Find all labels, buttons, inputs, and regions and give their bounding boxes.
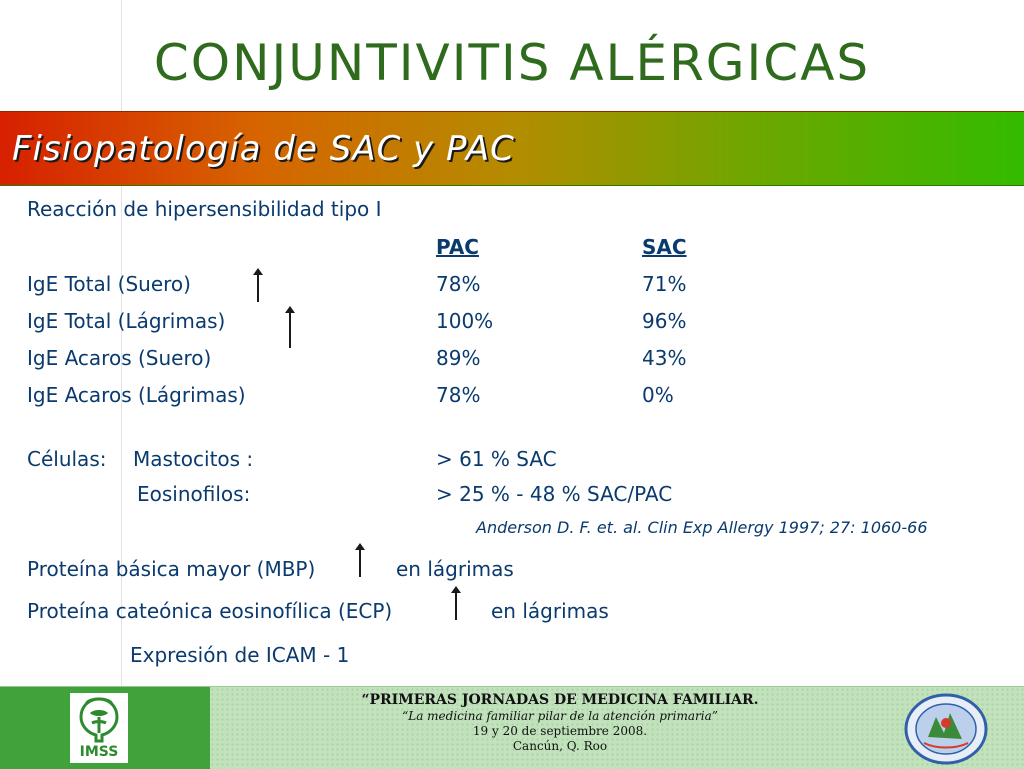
row-sac-value: 0% [642, 383, 674, 407]
imss-logo-icon [70, 693, 128, 763]
intro-text: Reacción de hipersensibilidad tipo I [27, 197, 382, 221]
footer-location: Cancún, Q. Roo [512, 739, 608, 753]
icam-text: Expresión de ICAM - 1 [130, 643, 350, 667]
row-label: IgE Total (Suero) [27, 272, 191, 296]
row-sac-value: 43% [642, 346, 687, 370]
eosinofilos-label: Eosinofilos: [137, 482, 251, 506]
up-arrow-icon [455, 592, 457, 620]
row-label: IgE Acaros (Suero) [27, 346, 212, 370]
up-arrow-icon [289, 312, 291, 348]
up-arrow-icon [359, 549, 361, 577]
row-pac-value: 78% [436, 383, 481, 407]
ecp-suffix: en lágrimas [491, 599, 609, 623]
seal-icon [904, 693, 988, 765]
citation: Anderson D. F. et. al. Clin Exp Allergy 1997; 27: 1060-66 [476, 518, 928, 537]
mastocitos-label: Mastocitos : [133, 447, 254, 471]
logo-label: IMSS [79, 744, 119, 760]
footer-text-block [260, 691, 860, 754]
row-label: IgE Total (Lágrimas) [27, 309, 226, 333]
mastocitos-value: > 61 % SAC [436, 447, 557, 471]
ecp-label: Proteína cateónica eosinofílica (ECP) [27, 599, 393, 623]
up-arrow-icon [257, 274, 259, 302]
banner-title: Fisiopatología de SAC y PAC [12, 129, 515, 169]
row-pac-value: 78% [436, 272, 481, 296]
imss-emblem-icon [70, 693, 128, 745]
footer-date: 19 y 20 de septiembre 2008. [472, 724, 648, 738]
eosinofilos-value: > 25 % - 48 % SAC/PAC [436, 482, 673, 506]
footer [0, 686, 1024, 769]
row-label: IgE Acaros (Lágrimas) [27, 383, 246, 407]
section-banner [0, 111, 1024, 186]
mbp-suffix: en lágrimas [396, 557, 514, 581]
mbp-label: Proteína básica mayor (MBP) [27, 557, 316, 581]
footer-slogan: “La medicina familiar pilar de la atención primaria” [402, 709, 718, 723]
row-pac-value: 89% [436, 346, 481, 370]
row-pac-value: 100% [436, 309, 494, 333]
row-sac-value: 96% [642, 309, 687, 333]
header-pac: PAC [436, 235, 479, 259]
cells-label: Células: [27, 447, 107, 471]
slide-guide-line [121, 0, 122, 686]
footer-event-title: “PRIMERAS JORNADAS DE MEDICINA FAMILIAR. [361, 692, 759, 708]
row-sac-value: 71% [642, 272, 687, 296]
logo-panel [0, 687, 210, 769]
header-sac: SAC [642, 235, 687, 259]
slide-title: CONJUNTIVITIS ALÉRGICAS [153, 34, 871, 92]
